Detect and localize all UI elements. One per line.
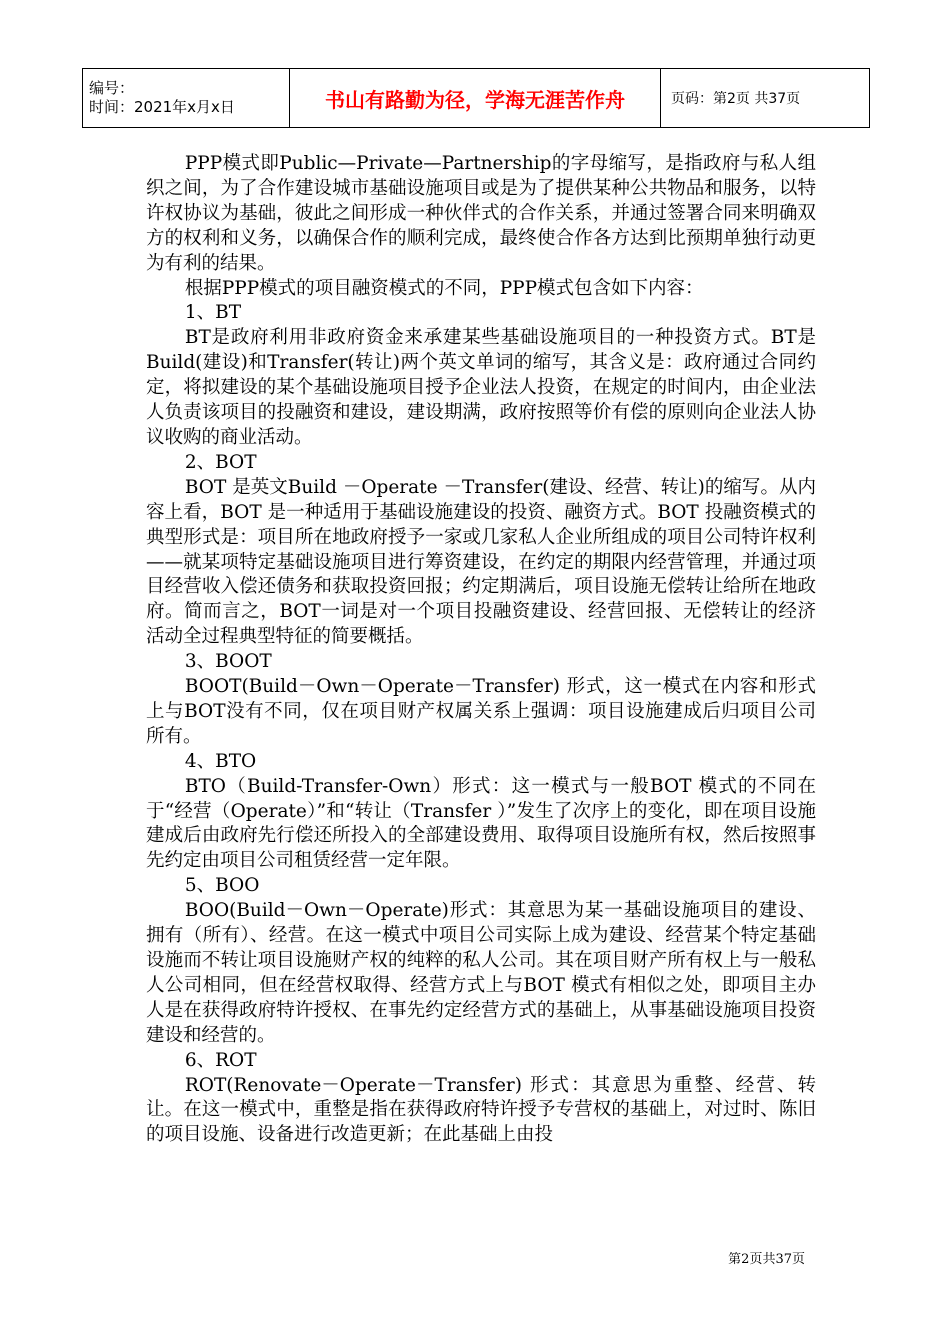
document-time-label: 时间：2021年x月x日 (89, 98, 235, 116)
section-heading-boot: 3、BOOT (184, 651, 272, 673)
paragraph-boot: BOOT(Build－Own－Operate－Transfer) 形式，这一模式在内容和形式上与BOT没有不同，仅在项目财产权属关系上强调：项目设施建成后归项目公司所有。 (146, 676, 816, 747)
paragraph-ppp-definition: PPP模式即Public—Private—Partnership的字母缩写，是指政府与私人组织之间，为了合作建设城市基础设施项目或是为了提供某种公共物品和服务，以特许权协议为基础，彼此之间形成一种伙伴式的合作关系，并通过签署合同来明确双方的权利和义务，以确保合作的顺利完成，最终使合作各方达到比预期单独行动更为有利的结果。 (146, 153, 816, 274)
paragraph-bt: BT是政府利用非政府资金来承建某些基础设施项目的一种投资方式。BT是Build(建设)和Transfer(转让)两个英文单词的缩写，其含义是：政府通过合同约定，将拟建设的某个基础设施项目授予企业法人投资，在规定的时间内，由企业法人负责该项目的投融资和建设，建设期满，政府按照等价有偿的原则向企业法人协议收购的商业活动。 (146, 327, 816, 448)
section-heading-bt: 1、BT (184, 302, 242, 324)
section-heading-bto: 4、BTO (184, 750, 257, 772)
header-meta-cell (83, 69, 290, 128)
section-heading-rot: 6、ROT (184, 1049, 257, 1071)
paragraph-bto: BTO（Build-Transfer-Own）形式：这一模式与一般BOT 模式的不同在于“经营（Operate）”和“转让（Transfer ）”发生了次序上的变化，即在项目设施建成后由政府先行偿还所投入的全部建设费用、取得项目设施所有权，然后按照事先约定由项目公司租赁经营一定年限。 (146, 775, 816, 872)
paragraph-bot: BOT 是英文Build －Operate －Transfer(建设、经营、转让)的缩写。从内容上看，BOT 是一种适用于基础设施建设的投资、融资方式。BOT 投融资模式的典型形式是：项目所在地政府授予一家或几家私人企业所组成的项目公司特许权利——就某项特定基础设施项目进行筹资建设，在约定的期限内经营管理，并通过项目经营收入偿还债务和获取投资回报；约定期满后，项目设施无偿转让给所在地政府。简而言之，BOT一词是对一个项目投融资建设、经营回报、无偿转让的经济活动全过程典型特征的简要概括。 (146, 476, 816, 648)
section-heading-bot: 2、BOT (184, 451, 257, 473)
header-motto: 书山有路勤为径，学海无涯苦作舟 (290, 69, 661, 128)
footer-page-number: 第2页共37页 (728, 1252, 805, 1267)
paragraph-ppp-types-intro: 根据PPP模式的项目融资模式的不同，PPP模式包含如下内容： (184, 277, 704, 299)
section-heading-boo: 5、BOO (184, 875, 260, 897)
paragraph-rot: ROT(Renovate－Operate－Transfer) 形式：其意思为重整、经营、转让。在这一模式中，重整是指在获得政府特许授予专营权的基础上，对过时、陈旧的项目设施、设备进行改造更新；在此基础上由投 (146, 1074, 816, 1146)
header-page-number: 页码：第2页 共37页 (661, 69, 870, 128)
document-body (146, 152, 816, 1148)
document-number-label: 编号： (89, 79, 135, 97)
header-table (82, 68, 870, 128)
paragraph-boo: BOO(Build－Own－Operate)形式：其意思为某一基础设施项目的建设、拥有（所有）、经营。在这一模式中项目公司实际上成为建设、经营某个特定基础设施而不转让项目设施财产权的纯粹的私人公司。其在项目财产所有权上与一般私人公司相同，但在经营权取得、经营方式上与BOT 模式有相似之处，即项目主办人是在获得政府特许授权、在事先约定经营方式的基础上，从事基础设施项目投资建设和经营的。 (146, 900, 816, 1046)
